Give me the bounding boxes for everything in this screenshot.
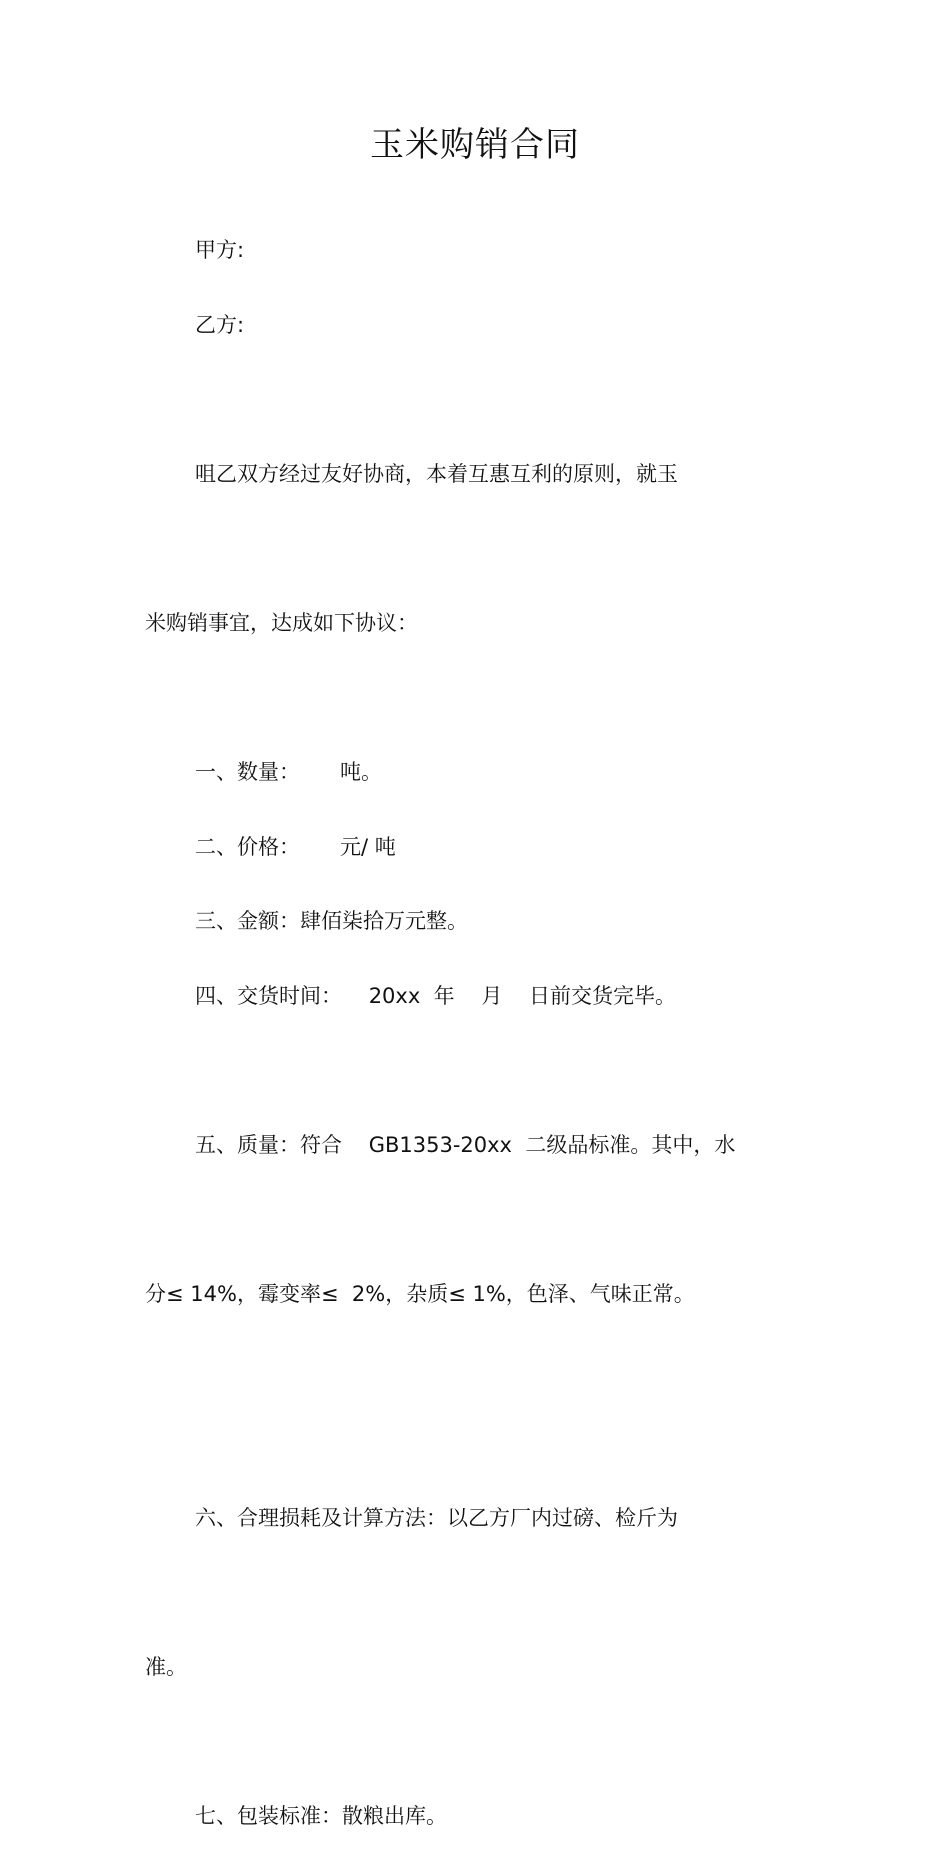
clause-amount: 三、金额：肆佰柒拾万元整。 [195,909,468,934]
clause-delivery-time: 四、交货时间： 20xx 年 月 日前交货完毕。 [195,983,677,1008]
clause-loss-line-1: 六、合理损耗及计算方法：以乙方厂内过磅、检斤为 [195,1506,678,1531]
party-b-line: 乙方: [195,312,245,337]
clause-loss-line-2: 准。 [145,1655,187,1680]
clause-quantity: 一、数量： 吨。 [195,760,383,785]
party-a-line: 甲方: [195,238,245,262]
clause-packaging: 七、包装标准：散粮出库。 [195,1804,447,1829]
clause-quality-line-1: 五、质量：符合 GB1353-20xx 二级品标准。其中，水 [195,1133,736,1158]
document-title: 玉米购销合同 [370,125,580,165]
clause-quality [145,1053,785,1389]
intro-line-2: 米购销事宜，达成如下协议： [145,610,418,635]
intro-paragraph [145,381,785,717]
intro-line-1: 咀乙双方经过友好协商，本着互惠互利的原则，就玉 [195,461,678,486]
document-body [145,232,785,1873]
clause-price: 二、价格： 元/ 吨 [195,834,396,859]
clause-quality-line-2: 分≤ 14%，霉变率≤ 2%，杂质≤ 1%，色泽、气味正常。 [145,1282,695,1307]
clause-loss-calculation [145,1426,785,1762]
